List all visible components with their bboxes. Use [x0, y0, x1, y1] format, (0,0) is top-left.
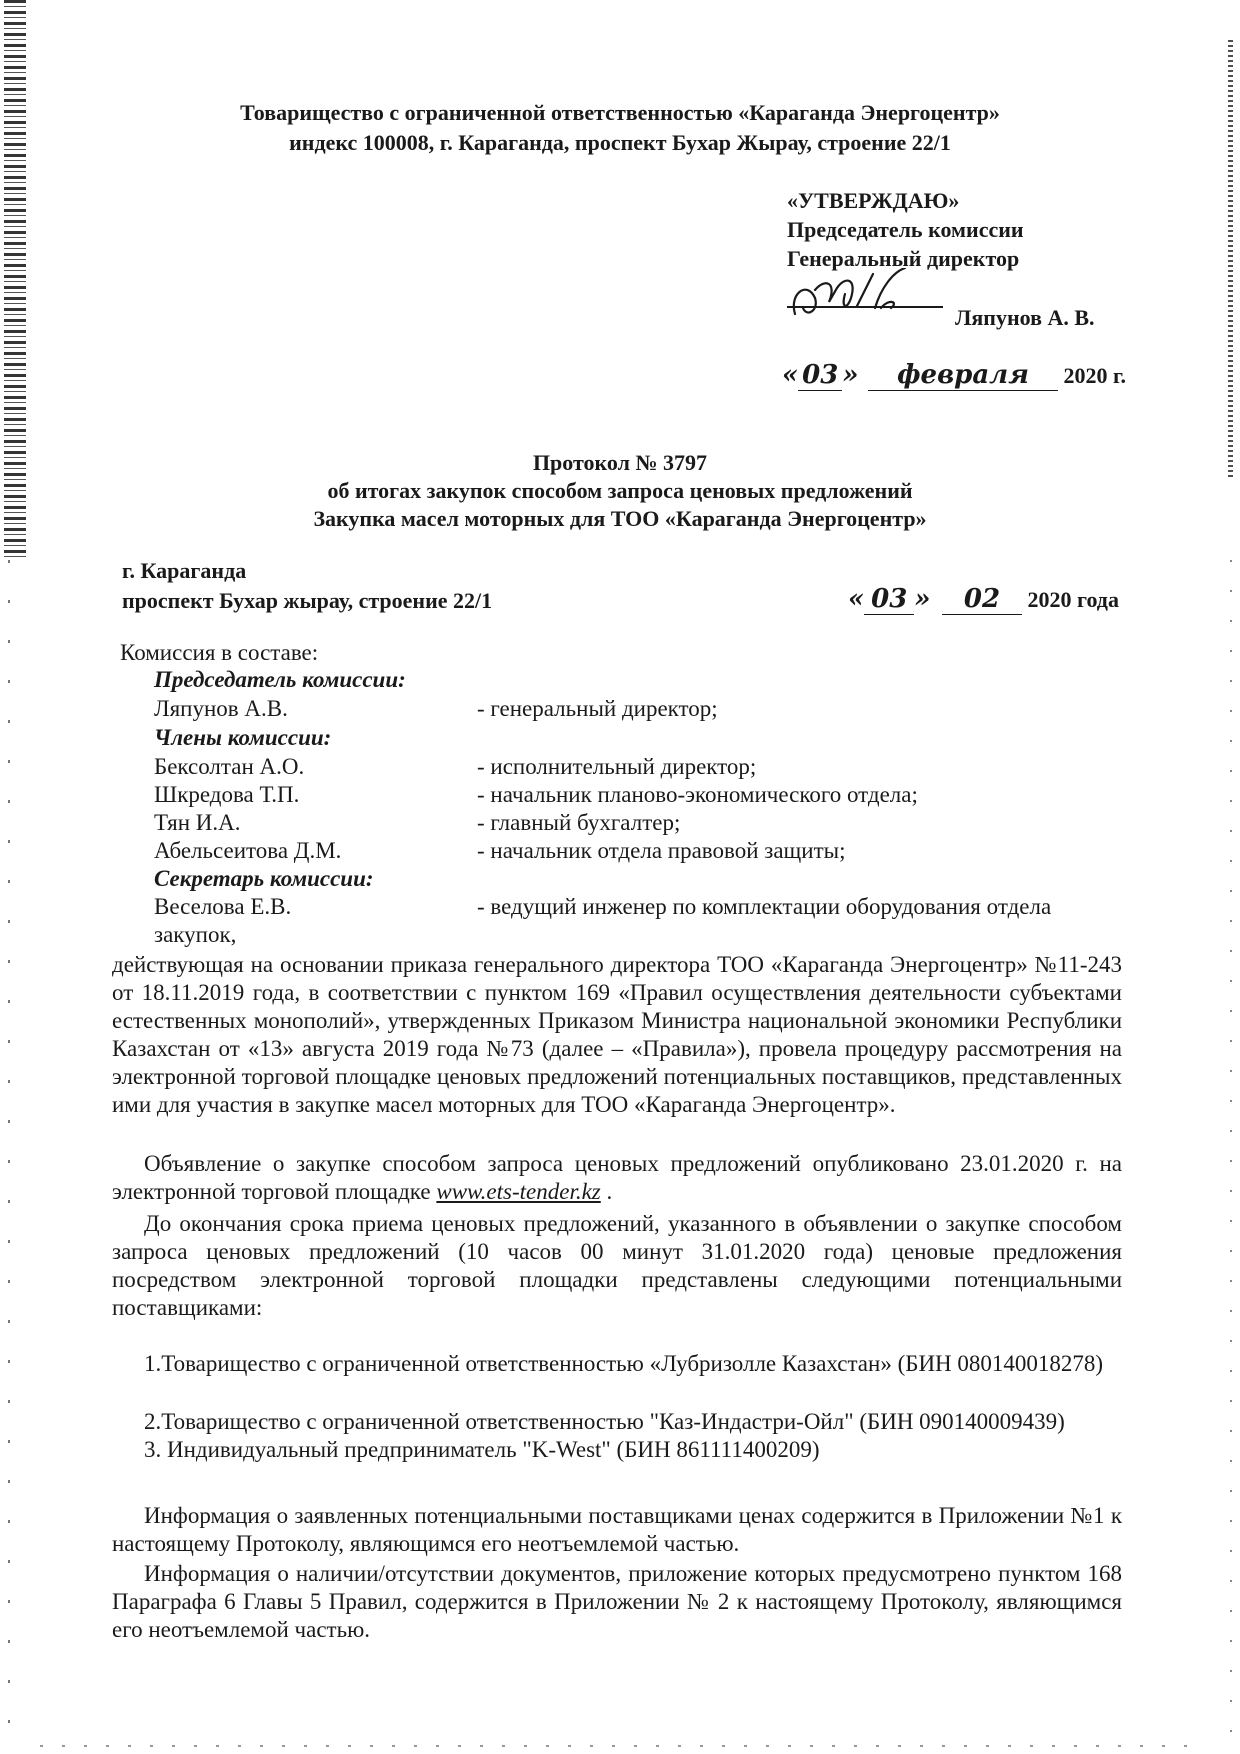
body-paragraph: действующая на основании приказа генерального директора ТОО «Караганда Энергоцентр» №11-243 от 18.11.2019 года, в соответствии с пунктом 169 «Правил осуществления деятельности субъектами естественных монополий», утвержденных Приказом Министра национальной экономики Республики Казахстан от «13» августа 2019 года №73 (далее – «Правила»), провела процедуру рассмотрения на электронной торговой площадке ценовых предложений потенциальных поставщиков, представленных ими для участия в закупке масел моторных для ТОО «Караганда Энергоцентр». [112, 952, 1122, 1117]
protocol-date: « 03 » 02 2020 года [848, 584, 1119, 614]
city: г. Караганда [122, 558, 247, 583]
body-paragraph: Информация о заявленных потенциальными поставщиками ценах содержится в Приложении №1 к настоящему Протоколу, являющимся его неотъемлемой частью. [112, 1503, 1122, 1556]
member-role: - генеральный директор; [477, 696, 718, 721]
secretary-continuation: закупок, [154, 922, 237, 947]
member-role: - главный бухгалтер; [477, 810, 681, 835]
approve-label: «УТВЕРЖДАЮ» [787, 188, 960, 213]
member-name: Бексолтан А.О. [154, 754, 305, 779]
body-paragraph: Информация о наличии/отсутствии документов, приложение которых предусмотрено пунктом 168 Параграфа 6 Главы 5 Правил, содержится в Приложении № 2 к настоящему Протоколу, являющимся его неотъемлемой частью. [112, 1561, 1122, 1642]
tender-site-link[interactable]: www.ets-tender.kz [436, 1179, 601, 1204]
scan-edge-artifact [4, 0, 26, 560]
scan-edge-artifact [8, 560, 10, 1740]
member-role: - начальник отдела правовой защиты; [477, 838, 846, 863]
protocol-number: Протокол № 3797 [532, 450, 708, 475]
commission-intro: Комиссия в составе: [120, 640, 319, 665]
body-paragraph: До окончания срока приема ценовых предложений, указанного в объявлении о закупке способом запроса ценовых предложений (10 часов 00 минут 31.01.2020 года) ценовые предложения посредством электронной торговой площадки представлены следующими потенциальными поставщиками: [112, 1211, 1122, 1320]
supplier-item: 2.Товарищество с ограниченной ответственностью "Каз-Индастри-Ойл" (БИН 090140009439) [144, 1409, 1065, 1434]
body-paragraph: Объявление о закупке способом запроса ценовых предложений опубликовано 23.01.2020 г. на электронной торговой площадке www.ets-tender.kz . [112, 1151, 1122, 1204]
member-name: Веселова Е.В. [154, 894, 292, 919]
member-role: - ведущий инженер по комплектации оборудования отдела [477, 894, 1052, 919]
member-role: - начальник планово-экономического отдела; [477, 782, 918, 807]
secretary-label: Секретарь комиссии: [154, 866, 374, 891]
member-name: Шкредова Т.П. [154, 782, 300, 807]
protocol-purchase: Закупка масел моторных для ТОО «Караганда Энергоцентр» [313, 506, 927, 531]
handwritten-signature [785, 268, 945, 334]
member-name: Ляпунов А.В. [154, 696, 288, 721]
member-role: - исполнительный директор; [477, 754, 757, 779]
approver-name: Ляпунов А. В. [955, 305, 1095, 330]
supplier-item: 3. Индивидуальный предприниматель "K-West" (БИН 861111400209) [144, 1437, 820, 1462]
director-title: Генеральный директор [787, 246, 1020, 271]
member-name: Тян И.А. [154, 810, 241, 835]
chair-label: Председатель комиссии: [154, 667, 406, 692]
members-label: Члены комиссии: [154, 725, 332, 750]
chair-title: Председатель комиссии [787, 217, 1024, 242]
member-name: Абельсеитова Д.М. [154, 838, 342, 863]
approval-date: « 03 » февраля 2020 г. [782, 360, 1127, 390]
protocol-subject: об итогах закупок способом запроса ценовых предложений [327, 478, 913, 503]
scan-edge-artifact [40, 1745, 1190, 1747]
org-line: Товарищество с ограниченной ответственностью «Караганда Энергоцентр» [240, 100, 1000, 125]
street: проспект Бухар жырау, строение 22/1 [122, 588, 493, 613]
supplier-item: 1.Товарищество с ограниченной ответственностью «Лубризолле Казахстан» (БИН 080140018278) [144, 1351, 1104, 1376]
scan-edge-artifact [1230, 560, 1232, 1740]
address-line: индекс 100008, г. Караганда, проспект Бухар Жырау, строение 22/1 [289, 130, 951, 155]
